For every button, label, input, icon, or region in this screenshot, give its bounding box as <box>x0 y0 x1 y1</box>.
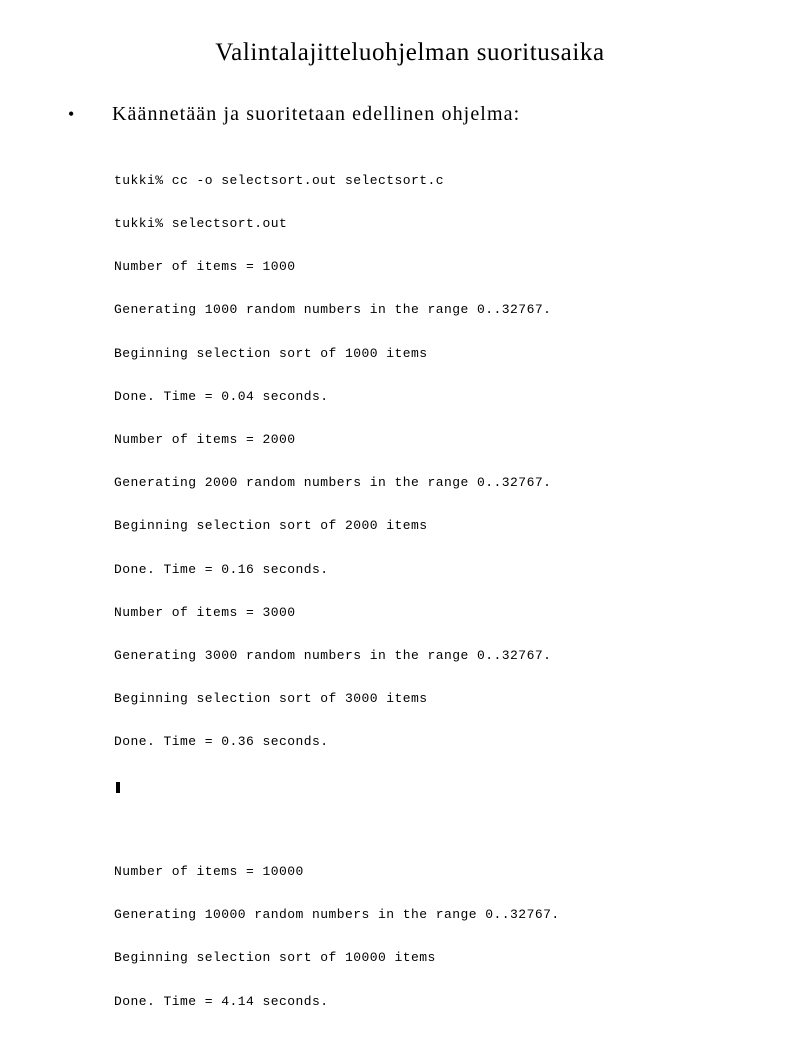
terminal-spacer <box>114 822 774 836</box>
terminal-line: Beginning selection sort of 2000 items <box>114 518 428 534</box>
bullet-dot-icon: • <box>68 104 75 124</box>
terminal-line: Number of items = 10000 <box>114 864 304 880</box>
terminal-line: Done. Time = 0.04 seconds. <box>114 388 329 404</box>
terminal-line: Done. Time = 4.14 seconds. <box>114 993 329 1009</box>
text-cursor-icon <box>116 782 120 793</box>
terminal-line: Beginning selection sort of 1000 items <box>114 345 428 361</box>
terminal-line: Number of items = 1000 <box>114 259 296 275</box>
terminal-cursor-line <box>114 779 774 793</box>
bullet-item <box>68 101 520 127</box>
terminal-line: Generating 2000 random numbers in the range 0..32767. <box>114 475 552 491</box>
terminal-line: Beginning selection sort of 3000 items <box>114 691 428 707</box>
terminal-line: Generating 10000 random numbers in the range 0..32767. <box>114 907 560 923</box>
bullet-text: Käännetään ja suoritetaan edellinen ohjelma: <box>112 103 521 125</box>
terminal-output <box>114 145 774 1038</box>
terminal-line: Number of items = 3000 <box>114 604 296 620</box>
slide-title: Valintalajitteluohjelman suoritusaika <box>215 39 605 66</box>
terminal-line: Generating 1000 random numbers in the range 0..32767. <box>114 302 552 318</box>
terminal-line: tukki% selectsort.out <box>114 216 288 232</box>
terminal-line: Number of items = 2000 <box>114 432 296 448</box>
terminal-line: Beginning selection sort of 10000 items <box>114 950 436 966</box>
terminal-line: tukki% cc -o selectsort.out selectsort.c <box>114 172 445 188</box>
terminal-line: Done. Time = 0.16 seconds. <box>114 561 329 577</box>
terminal-line: Done. Time = 0.36 seconds. <box>114 734 329 750</box>
terminal-line: Generating 3000 random numbers in the range 0..32767. <box>114 648 552 664</box>
